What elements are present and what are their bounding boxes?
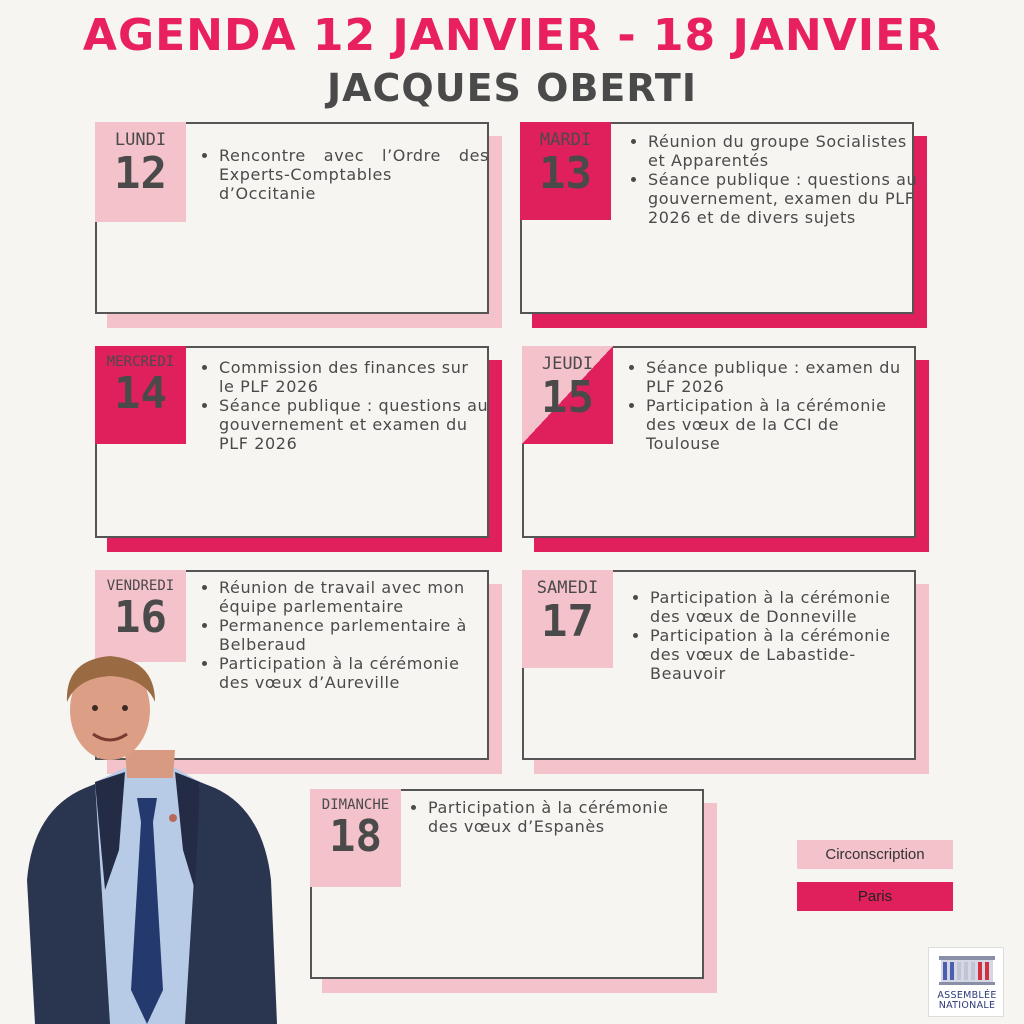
event-item: • Participation à la cérémonie des vœux de Donneville bbox=[650, 588, 922, 626]
event-list bbox=[201, 146, 489, 203]
legend-paris: Paris bbox=[797, 882, 953, 911]
day-name: JEUDI bbox=[541, 354, 594, 374]
day-name: MERCREDI bbox=[106, 354, 175, 370]
legend-circonscription: Circonscription bbox=[797, 840, 953, 869]
event-item: • Séance publique : questions au gouvernement et examen du PLF 2026 bbox=[219, 396, 489, 453]
event-item: • Réunion du groupe Socialistes et Apparentés bbox=[648, 132, 918, 170]
logo-label bbox=[929, 991, 1005, 1011]
day-number: 15 bbox=[541, 372, 594, 423]
day-badge-monday bbox=[95, 122, 186, 222]
event-list bbox=[628, 358, 918, 453]
logo-line-2: NATIONALE bbox=[938, 1000, 996, 1011]
day-badge-friday bbox=[95, 570, 186, 662]
assemblee-nationale-logo bbox=[928, 947, 1004, 1017]
event-item: • Participation à la cérémonie des vœux d’Aureville bbox=[219, 654, 491, 692]
event-item: • Rencontre avec l’Ordre des Experts-Comptables d’Occitanie bbox=[219, 146, 489, 203]
day-number: 12 bbox=[114, 148, 167, 199]
event-item: • Séance publique : questions au gouvernement, examen du PLF 2026 et de divers sujets bbox=[648, 170, 918, 227]
day-badge-thursday bbox=[522, 346, 613, 444]
day-name: DIMANCHE bbox=[321, 797, 390, 813]
event-list bbox=[630, 132, 918, 227]
event-item: • Permanence parlementaire à Belberaud bbox=[219, 616, 491, 654]
event-item: • Participation à la cérémonie des vœux d’Espanès bbox=[428, 798, 700, 836]
event-item: • Commission des finances sur le PLF 2026 bbox=[219, 358, 489, 396]
day-name: SAMEDI bbox=[536, 578, 599, 598]
assemblee-building-icon bbox=[929, 948, 1005, 990]
deputy-portrait bbox=[15, 650, 280, 1024]
day-name: LUNDI bbox=[114, 130, 167, 150]
event-item: • Participation à la cérémonie des vœux de Labastide-Beauvoir bbox=[650, 626, 922, 683]
day-name: MARDI bbox=[539, 130, 592, 150]
day-number: 14 bbox=[114, 368, 167, 419]
event-list bbox=[632, 588, 922, 683]
day-badge-tuesday bbox=[520, 122, 611, 220]
day-badge-wednesday bbox=[95, 346, 186, 444]
event-list bbox=[201, 358, 489, 453]
event-item: • Participation à la cérémonie des vœux de la CCI de Toulouse bbox=[646, 396, 918, 453]
event-item: • Séance publique : examen du PLF 2026 bbox=[646, 358, 918, 396]
day-number: 13 bbox=[539, 148, 592, 199]
day-number: 18 bbox=[329, 811, 382, 862]
lapel-pin-icon bbox=[169, 814, 177, 822]
event-list bbox=[410, 798, 700, 836]
event-item: • Réunion de travail avec mon équipe parlementaire bbox=[219, 578, 491, 616]
day-name: VENDREDI bbox=[106, 578, 175, 594]
day-badge-saturday bbox=[522, 570, 613, 668]
deputy-name: JACQUES OBERTI bbox=[327, 66, 697, 110]
agenda-title: AGENDA 12 JANVIER - 18 JANVIER bbox=[82, 10, 942, 61]
day-number: 16 bbox=[114, 592, 167, 643]
day-badge-sunday bbox=[310, 789, 401, 887]
day-number: 17 bbox=[541, 596, 594, 647]
logo-line-1: ASSEMBLÉE bbox=[937, 990, 997, 1001]
